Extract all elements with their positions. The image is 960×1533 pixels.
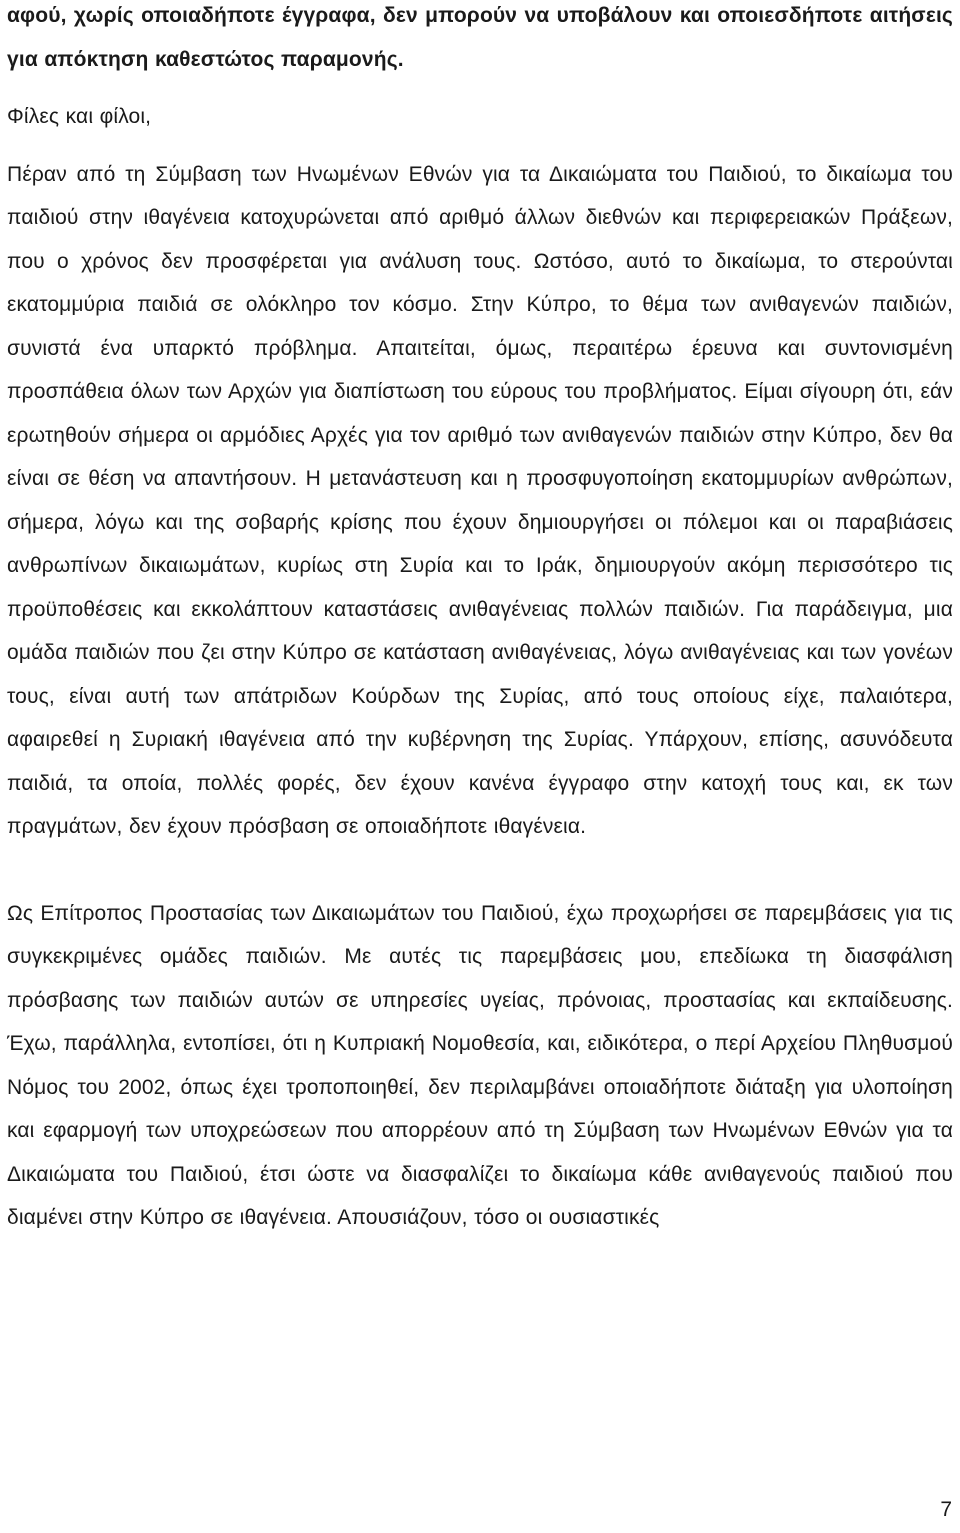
paragraph-statelessness: Πέραν από τη Σύμβαση των Ηνωμένων Εθνών για τα Δικαιώματα του Παιδιού, το δικαίωμα του παιδιού στην ιθαγένεια κατοχυρώνεται από αριθμό άλλων διεθνών και περιφερειακών Πράξεων, που ο χρόνος δεν προσφέρεται για ανάλυση τους. Ωστόσο, αυτό το δικαίωμα, το στερούνται εκατομμύρια παιδιά σε ολόκληρο τον κόσμο. Στην Κύπρο, το θέμα των ανιθαγενών παιδιών, συνιστά ένα υπαρκτό πρόβλημα. Απαιτείται, όμως, περαιτέρω έρευνα και συντονισμένη προσπάθεια όλων των Αρχών για διαπίστωση του εύρους του προβλήματος. Είμαι σίγουρη ότι, εάν ερωτηθούν σήμερα οι αρμόδιες Αρχές για τον αριθμό των ανιθαγενών παιδιών στην Κύπρο, δεν θα είναι σε θέση να απαντήσουν. Η μετανάστευση και η προσφυγοποίηση εκατομμυρίων ανθρώπων, σήμερα, λόγω και της σοβαρής κρίσης που έχουν δημιουργήσει οι πόλεμοι και οι παραβιάσεις ανθρωπίνων δικαιωμάτων, κυρίως στη Συρία και το Ιράκ, δημιουργούν ακόμη περισσότερο τις προϋποθέσεις και εκκολάπτουν καταστάσεις ανιθαγένειας πολλών παιδιών. Για παράδειγμα, μια ομάδα παιδιών που ζει στην Κύπρο σε κατάσταση ανιθαγένειας, λόγω ανιθαγένειας και των γονέων τους, είναι αυτή των απάτριδων Κούρδων της Συρίας, από τους οποίους είχε, παλαιότερα, αφαιρεθεί η Συριακή ιθαγένεια από την κυβέρνηση της Συρίας. Υπάρχουν, επίσης, ασυνόδευτα παιδιά, τα οποία, πολλές φορές, δεν έχουν κανένα έγγραφο στην κατοχή τους και, εκ των πραγμάτων, δεν έχουν πρόσβαση σε οποιαδήποτε ιθαγένεια. — [7, 162, 953, 838]
paragraph-salutation: Φίλες και φίλοι, — [7, 105, 152, 128]
page-number: 7 — [940, 1498, 952, 1521]
document-body — [7, 0, 953, 1240]
paragraph-commissioner-interventions: Ως Επίτροπος Προστασίας των Δικαιωμάτων του Παιδιού, έχω προχωρήσει σε παρεμβάσεις για τις συγκεκριμένες ομάδες παιδιών. Με αυτές τις παρεμβάσεις μου, επεδίωκα τη διασφάλιση πρόσβασης των παιδιών αυτών σε υπηρεσίες υγείας, πρόνοιας, προστασίας και εκπαίδευσης. Έχω, παράλληλα, εντοπίσει, ότι η Κυπριακή Νομοθεσία, και, ειδικότερα, ο περί Αρχείου Πληθυσμού Νόμος του 2002, όπως έχει τροποποιηθεί, δεν περιλαμβάνει οποιαδήποτε διάταξη για υλοποίηση και εφαρμογή των υποχρεώσεων που απορρέουν από τη Σύμβαση των Ηνωμένων Εθνών για τα Δικαιώματα του Παιδιού, έτσι ώστε να διασφαλίζει το δικαίωμα κάθε ανιθαγενούς παιδιού που διαμένει στην Κύπρο σε ιθαγένεια. Απουσιάζουν, τόσο οι ουσιαστικές — [7, 901, 953, 1229]
paragraph-continuation: αφού, χωρίς οποιαδήποτε έγγραφα, δεν μπορούν να υποβάλουν και οποιεσδήποτε αιτήσεις για απόκτηση καθεστώτος παραμονής. — [7, 4, 953, 71]
